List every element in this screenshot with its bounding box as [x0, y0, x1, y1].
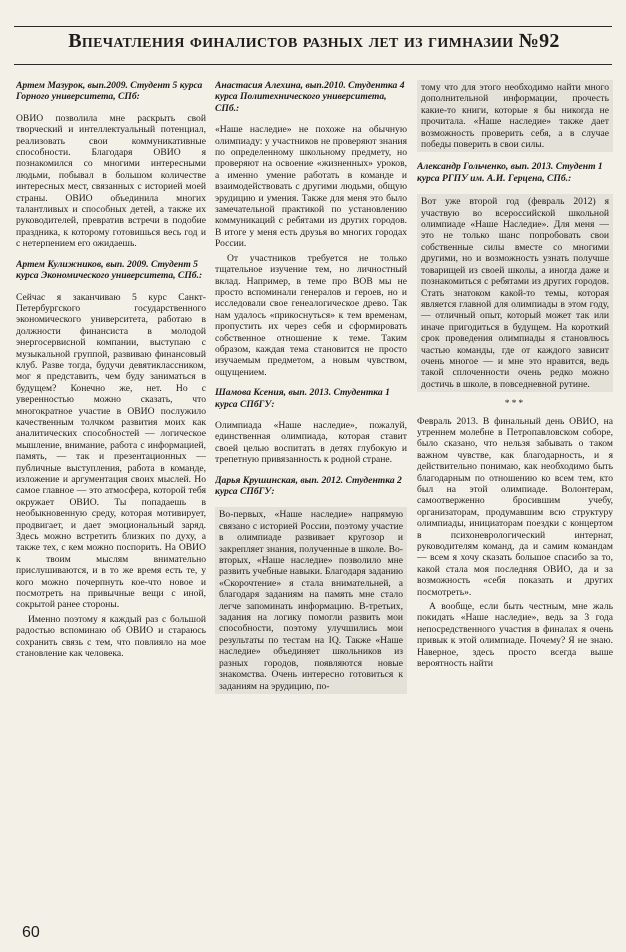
column-3	[417, 80, 613, 908]
section-separator: ***	[504, 398, 526, 410]
text-kulizhnikov-2: Именно поэтому я каждый раз с большой радостью вспоминаю об ОВИО и стараюсь сохранить связь с тем, что повлияло на мое становление как человека.	[16, 613, 206, 660]
author-krushinskaya: Дарья Крушинская, вып. 2012. Студентка 2 курса СПбГУ:	[215, 474, 402, 497]
text-february-1: Февраль 2013. В финальный день ОВИО, на утреннем молебне в Петропавловском соборе, было сказано, что нельзя забывать о таком важном чувстве, как благодарность, и я действительно понимаю, как необходимо быть благодарным по отношению ко всем тем, кто был на этой олимпиаде. Волонтерам, самоотверженно бросившим учебу, организаторам, продумавшим всю структуру олимпиады, инициаторам поездки с концертом в психоневрологический интернат, руководителям команд, да и самим командам — всем я хочу сказать большое спасибо за то, какой стала моя последняя ОВИО, да и за возможность «себя показать и других посмотреть».	[417, 415, 613, 598]
text-kulizhnikov-1: Сейчас я заканчиваю 5 курс Санкт-Петербургского государственного экономического университета, работаю в должности финансиста в молодой энергосервисной компании, выступаю с музыкальной группой, развиваю финансовый клуб. Разве тогда, будучи девятиклассником, мог я представить, чем буду заниматься в будущем? Конечно же, нет. Но с уверенностью можно сказать, что многократное участие в ОВИО послужило качественным толчком развития моих как аналитических способностей — логическое мышление, внимание, работа с информацией, память, — так и презентационных — публичные выступления, работа в команде, изложение и аргументация своих мыслей. Но самое главное — это атмосфера, которой тебя окружает ОВИО. Ты попадаешь в необыкновенную среду, которая мотивирует, продвигает, и дает эмоциональный заряд. Здесь можно встретить близких по духу, а также тех, с кем можно поспорить. На ОВИО к твоим мыслям внимательно прислушиваются, и в то же время есть те, у кого можно почерпнуть кое-что новое и посмотреть на привычные вещи с иной, сокрытой ранее стороны.	[16, 291, 206, 611]
author-alekhina: Анастасия Алехина, вып.2010. Студентка 4 курса Политехнического университета, СПб.:	[215, 80, 405, 114]
text-alekhina-1: «Наше наследие» не похоже на обычную олимпиаду: у участников не проверяют знания по определенному школьному предмету, но проверяют на освоение «жизненных» уроков, а именно умение работать в команде и взаимодействовать с другими людьми, общую эрудицию и умения. Также для меня это было замечательной практикой по установлению коммуникаций с ребятами из других городов. В итоге у меня есть друзья во многих городах России.	[215, 124, 407, 250]
column-1	[16, 80, 206, 900]
text-golchenko: Вот уже второй год (февраль 2012) я участвую во всероссийской школьной олимпиаде «Наше Наследие». Для меня — это не только шанс попробовать свои собственные силы вместе со многими другими, но и возможность узнать получше товарищей из своей школы, а иногда даже и познакомиться с ребятами из других городов. Стать знатоком какой-то темы, которая является главной для олимпиады в этом году, — отличный опыт, который может так или иначе пригодиться в будущем. На короткий срок проведения олимпиады я становлюсь частью команды, где от каждого зависит очень многое — и мне это нравится, ведь такой сплоченности очень редко можно достичь в школе, в повседневной рутине.	[417, 194, 613, 392]
top-rule	[14, 26, 612, 27]
page-number: 60	[22, 924, 40, 941]
text-february-2: А вообще, если быть честным, мне жаль покидать «Наше наследие», ведь за 3 года непосредственного участия в финалах я очень привык к этой олимпиаде. Почему? Я не знаю. Наверное, здесь просто всегда выше вероятность найти	[417, 601, 613, 670]
column-2	[215, 80, 407, 908]
author-shamova: Шамова Ксения, вып. 2013. Студентка 1 курса СПбГУ:	[215, 387, 390, 410]
author-mazurok: Артем Мазурок, вып.2009. Студент 5 курса Горного университета, СПб:	[16, 80, 203, 103]
title-rule	[14, 64, 612, 65]
author-kulizhnikov: Артем Кулижников, вып. 2009. Студент 5 курса Экономического университета, СПб.:	[16, 258, 203, 282]
author-golchenko: Александр Гольченко, вып. 2013. Студент 1 курса РГПУ им. А.И. Герцена, СПб.:	[417, 161, 603, 184]
page-title: Впечатления финалистов разных лет из гимназии №92	[68, 30, 560, 52]
text-mazurok: ОВИО позволила мне раскрыть свой творческий и интеллектуальный потенциал, реализовать свои коммуникативные способности. Благодаря ОВИО я познакомился со многими интересными людьми, побывал в большом количестве интересных мест, связанных с историей моей страны. ОВИО объединила многих талантливых и способных детей, а также их руководителей, превратив встречи в подобие праздника, к которому готовишься весь год и с нетерпением его ожидаешь.	[16, 112, 206, 250]
text-shamova: Олимпиада «Наше наследие», пожалуй, единственная олимпиада, которая ставит своей целью воспитать в детях глубокую и трепетную привязанность к родной стране.	[215, 419, 407, 466]
text-krushinskaya: Во-первых, «Наше наследие» напрямую связано с историей России, поэтому участие в олимпиаде развивает кругозор и закрепляет знания, полученные в школе. Во-вторых, «Наше наследие» позволило мне развить учебные навыки. Благодаря заданию «Скорочтение» я стала внимательней, а благодаря заданиям на память мне стало легче запоминать информацию. В-третьих, задания на логику помогли развить мои способности, поэтому улучшились мои результаты по тестам на IQ. Также «Наше наследие» объединяет школьников из разных городов, появляются новые знакомства. Очень интересно готовиться к заданиям на эрудицию, по-	[215, 507, 407, 694]
text-alekhina-2: От участников требуется не только тщательное изучение тем, но личностный вклад. Например, в теме про ВОВ мы не просто вспоминали генералов и героев, но и исследовали свое генеалогическое древо. Так нам удалось «прикоснуться» к тем временам, пропустить их через себя и сформировать собственное отношение к теме. Таким образом, каждая тема становится не просто изучаемым предметом, а новым чувством, ощущением.	[215, 252, 407, 378]
text-krushinskaya-cont: тому что для этого необходимо найти много дополнительной информации, прочесть какие-то книги, которые я бы никогда не прочитала. «Наше наследие» также дает возможность проверить себя, а в случае победы поверить в свои силы.	[417, 80, 613, 152]
